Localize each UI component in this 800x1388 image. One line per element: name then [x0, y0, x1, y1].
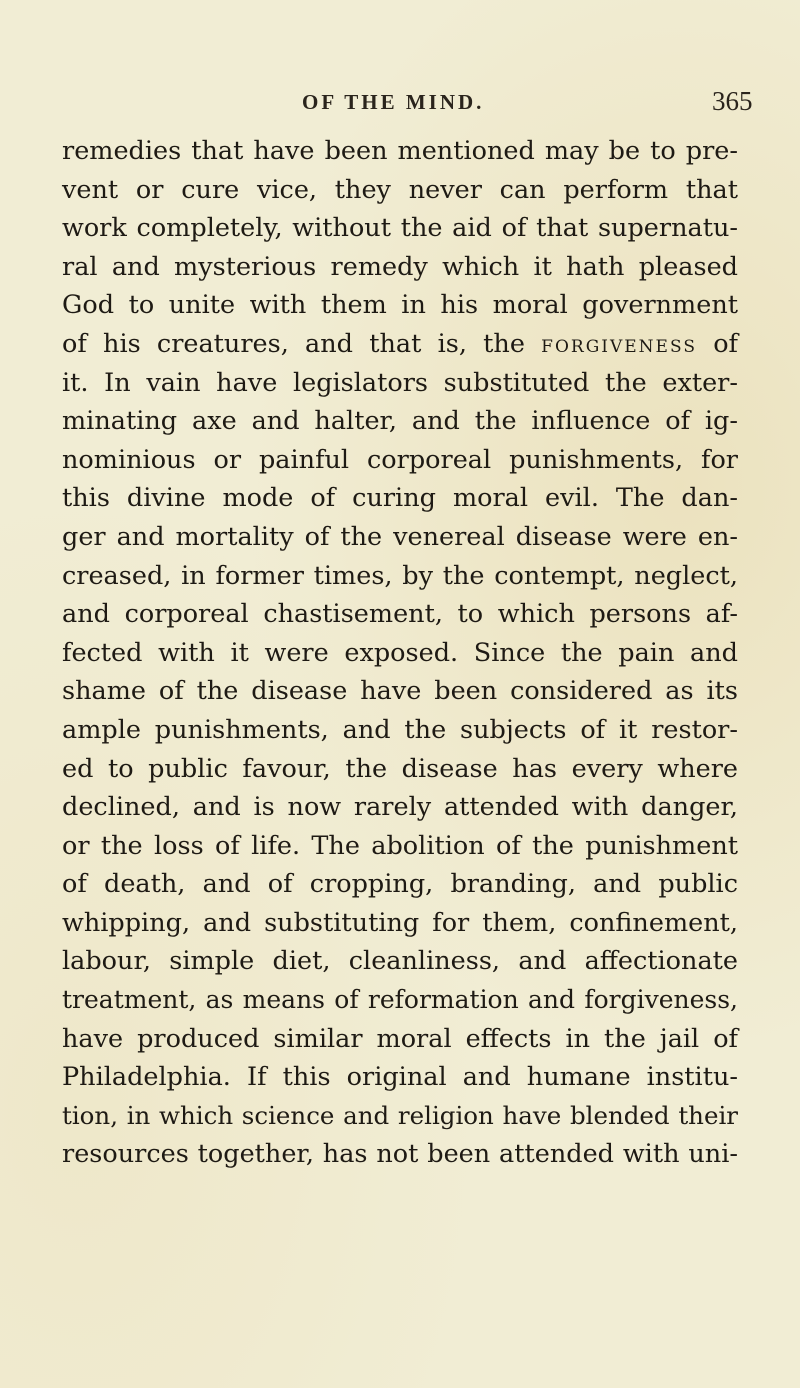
text-line: vent or cure vice, they never can perform that — [62, 174, 738, 205]
text-line: ample punishments, and the subjects of it restor- — [62, 714, 738, 745]
text-line: work completely, without the aid of that supernatu- — [62, 213, 738, 244]
text-line-start: of his creatures, and that is, the — [62, 328, 525, 359]
text-line: of death, and of cropping, branding, and public — [62, 869, 738, 900]
text-line: or the loss of life. The abolition of the punishment — [62, 830, 738, 861]
text-line: it. In vain have legislators substituted the exter- — [62, 367, 738, 398]
text-line: creased, in former times, by the contempt, neglect, — [62, 560, 738, 591]
text-line: remedies that have been mentioned may be to pre- — [62, 136, 738, 166]
running-head — [0, 82, 800, 122]
text-line: fected with it were exposed. Since the pain and — [62, 637, 738, 668]
page-number: 365 — [712, 86, 753, 116]
running-title: OF THE MIND. — [302, 90, 485, 114]
text-line: tion, in which science and religion have blended their — [62, 1100, 738, 1130]
text-line: labour, simple diet, cleanliness, and affectionate — [62, 946, 738, 977]
text-line: minating axe and halter, and the influence of ig- — [62, 406, 738, 437]
text-line: this divine mode of curing moral evil. The dan- — [62, 483, 738, 514]
text-line: treatment, as means of reformation and forgiveness, — [62, 985, 738, 1015]
text-line: ger and mortality of the venereal disease were en- — [62, 521, 738, 552]
text-line: ral and mysterious remedy which it hath pleased — [62, 251, 738, 282]
small-caps-word: FORGIVENESS — [541, 336, 697, 357]
text-line: have produced similar moral effects in the jail of — [62, 1023, 738, 1054]
text-line: whipping, and substituting for them, confinement, — [62, 907, 738, 938]
text-line: nominious or painful corporeal punishments, for — [62, 444, 738, 475]
text-line-end: of — [713, 328, 738, 359]
text-line: shame of the disease have been considered as its — [62, 676, 738, 707]
text-line-with-small-caps — [62, 325, 738, 364]
text-line: Philadelphia. If this original and humane institu- — [62, 1062, 738, 1093]
text-line: and corporeal chastisement, to which persons af- — [62, 599, 738, 630]
text-line: God to unite with them in his moral government — [62, 290, 738, 321]
text-line: declined, and is now rarely attended with danger, — [62, 792, 738, 823]
text-line: resources together, has not been attended with uni- — [62, 1139, 738, 1170]
body-text — [62, 132, 738, 1174]
text-line: ed to public favour, the disease has every where — [62, 753, 738, 784]
